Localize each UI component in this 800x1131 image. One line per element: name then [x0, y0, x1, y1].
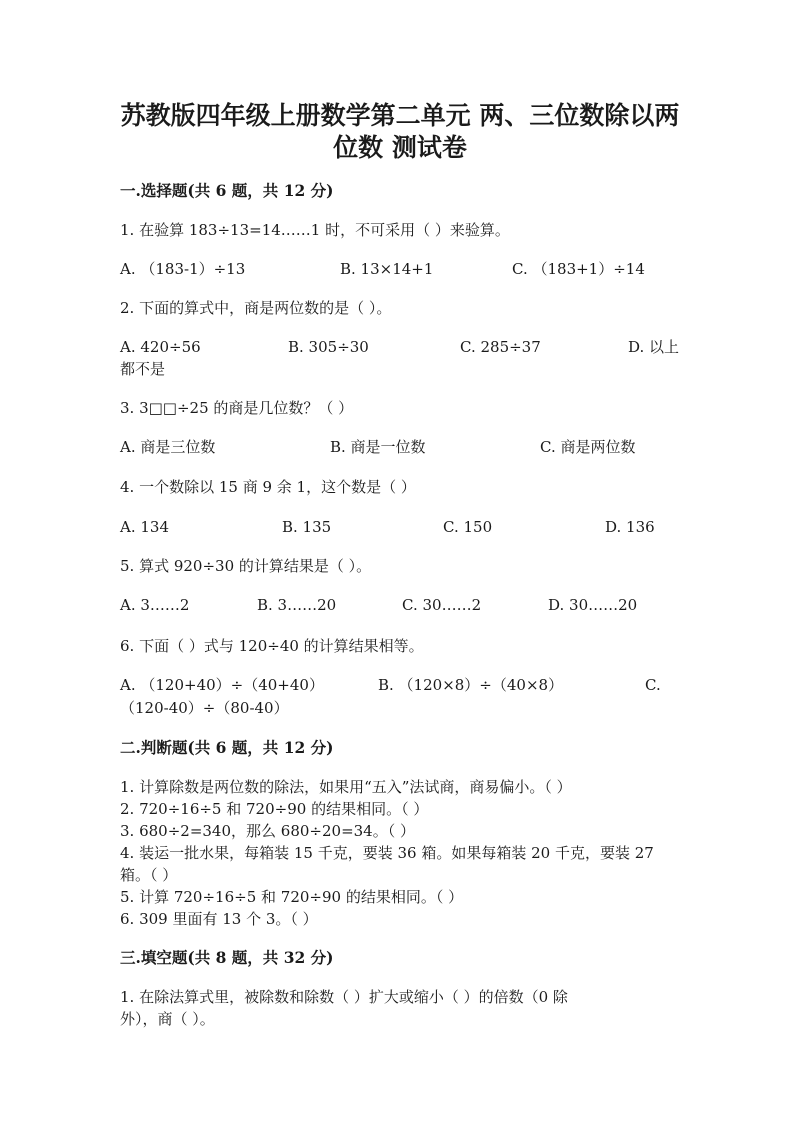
question-3: 3. 3□□÷25 的商是几位数？（ ）: [120, 399, 354, 417]
question-4-option-a: A. 134: [120, 518, 169, 536]
question-2-option-b: B. 305÷30: [288, 338, 369, 356]
question-3-option-b: B. 商是一位数: [330, 438, 426, 456]
question-6-option-c-wrap: （120-40）÷（80-40）: [120, 699, 289, 717]
judgment-line-4: 4. 装运一批水果，每箱装 15 千克，要装 36 箱。如果每箱装 20 千克，要装 27: [120, 844, 654, 862]
question-4-option-d: D. 136: [605, 518, 655, 536]
question-4: 4. 一个数除以 15 商 9 余 1，这个数是（ ）: [120, 478, 416, 496]
question-5-option-a: A. 3……2: [120, 596, 190, 614]
judgment-line-2: 2. 720÷16÷5 和 720÷90 的结果相同。（ ）: [120, 800, 429, 818]
question-1: 1. 在验算 183÷13=14……1 时，不可采用（ ）来验算。: [120, 221, 510, 239]
fill-blank-line-1: 1. 在除法算式里，被除数和除数（ ）扩大或缩小（ ）的倍数（0 除: [120, 988, 568, 1006]
question-5-option-b: B. 3……20: [257, 596, 337, 614]
section-heading-fill-blank: 三.填空题(共 8 题，共 32 分): [120, 948, 334, 967]
page-title-line2: 位数 测试卷: [333, 133, 467, 162]
judgment-line-5: 5. 计算 720÷16÷5 和 720÷90 的结果相同。（ ）: [120, 888, 464, 906]
question-2-option-c: C. 285÷37: [460, 338, 541, 356]
question-2-option-d: D. 以上: [628, 338, 680, 356]
question-6-option-a: A. （120+40）÷（40+40）: [120, 676, 324, 694]
fill-blank-line-1-wrap: 外），商（ ）。: [120, 1010, 215, 1028]
question-1-option-c: C. （183+1）÷14: [512, 260, 645, 278]
section-heading-choice: 一.选择题(共 6 题，共 12 分): [120, 181, 334, 200]
question-6-option-c: C.: [645, 676, 661, 694]
question-3-option-a: A. 商是三位数: [120, 438, 216, 456]
judgment-line-1: 1. 计算除数是两位数的除法，如果用“五入”法试商，商易偏小。（ ）: [120, 778, 572, 796]
question-6-option-b: B. （120×8）÷（40×8）: [378, 676, 564, 694]
question-3-option-c: C. 商是两位数: [540, 438, 636, 456]
question-5: 5. 算式 920÷30 的计算结果是（ ）。: [120, 557, 372, 575]
question-2: 2. 下面的算式中，商是两位数的是（ ）。: [120, 299, 392, 317]
page-title-line1: 苏教版四年级上册数学第二单元 两、三位数除以两: [120, 101, 680, 130]
question-5-option-d: D. 30……20: [548, 596, 638, 614]
question-2-option-a: A. 420÷56: [120, 338, 201, 356]
question-4-option-c: C. 150: [443, 518, 493, 536]
question-1-option-b: B. 13×14+1: [340, 260, 434, 278]
judgment-line-6: 6. 309 里面有 13 个 3。（ ）: [120, 910, 318, 928]
section-heading-judgment: 二.判断题(共 6 题，共 12 分): [120, 738, 334, 757]
question-1-option-a: A. （183-1）÷13: [120, 260, 246, 278]
question-4-option-b: B. 135: [282, 518, 332, 536]
judgment-line-3: 3. 680÷2=340，那么 680÷20=34。（ ）: [120, 822, 415, 840]
judgment-line-4-wrap: 箱。（ ）: [120, 866, 178, 884]
question-5-option-c: C. 30……2: [402, 596, 482, 614]
question-2-option-d-wrap: 都不是: [120, 360, 166, 378]
question-6: 6. 下面（ ）式与 120÷40 的计算结果相等。: [120, 637, 424, 655]
